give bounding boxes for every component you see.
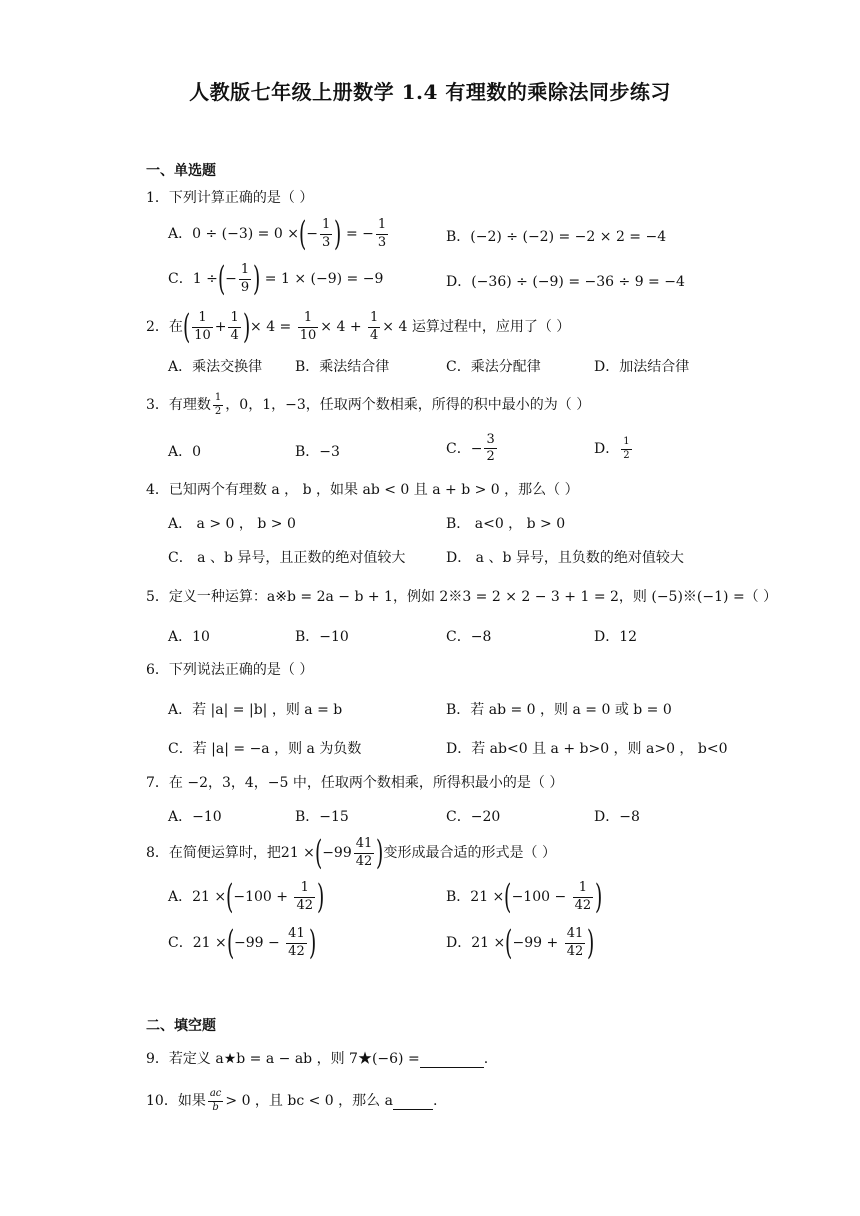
q7-option-d[interactable]: D．−8 <box>594 809 640 825</box>
question-1-stem: 1．下列计算正确的是（ ） <box>146 190 314 206</box>
question-4-stem: 4．已知两个有理数 a ， b ，如果 ab < 0 且 a + b > 0 ，那么（ ） <box>146 482 579 498</box>
q8-option-b[interactable]: B．21 ×(−100 − $\frac{1}{42}$ ) <box>446 877 603 917</box>
section-heading-single-choice: 一、单选题 <box>146 163 216 179</box>
q6-option-c[interactable]: C．若 |a| = −a ，则 a 为负数 <box>168 741 362 757</box>
q4-option-c[interactable]: C． a 、b 异号，且正数的绝对值较大 <box>168 550 406 566</box>
q2-option-b[interactable]: B．乘法结合律 <box>295 359 390 375</box>
q4-option-a[interactable]: A． a > 0 ， b > 0 <box>168 516 296 532</box>
q10-answer-blank[interactable] <box>393 1093 433 1110</box>
q5-option-b[interactable]: B．−10 <box>295 629 349 645</box>
question-3-stem: 3．有理数 $\frac{1}{2}$ ，0，1，−3，任取两个数相乘，所得的积中最小的为（ ） <box>146 392 591 417</box>
q5-option-a[interactable]: A．10 <box>168 629 210 645</box>
q1-option-a[interactable]: A．0 ÷ (−3) = 0 ×(− $\frac{1}{3}$ ) = − $\frac{1}{3}$ <box>168 214 387 254</box>
q2-option-a[interactable]: A．乘法交换律 <box>168 359 263 375</box>
q3-option-b[interactable]: B．−3 <box>295 444 340 460</box>
question-7-stem: 7．在 −2，3，4，−5 中，任取两个数相乘，所得积最小的是（ ） <box>146 775 564 791</box>
q2-option-c[interactable]: C．乘法分配律 <box>446 359 541 375</box>
q5-option-d[interactable]: D．12 <box>594 629 638 645</box>
question-8-stem: 8．在简便运算时，把21 ×(−99 $\frac{41}{42}$ )变形成最合适的形式是（ ） <box>146 833 556 873</box>
question-5-stem: 5．定义一种运算：a※b = 2a − b + 1，例如 2※3 = 2 × 2 − 3 + 1 = 2，则 (−5)※(−1) =（ ） <box>146 589 778 605</box>
q7-option-a[interactable]: A．−10 <box>168 809 222 825</box>
q6-option-a[interactable]: A．若 |a| = |b| ，则 a = b <box>168 702 343 718</box>
q6-option-b[interactable]: B．若 ab = 0 ，则 a = 0 或 b = 0 <box>446 702 672 718</box>
q7-option-c[interactable]: C．−20 <box>446 809 501 825</box>
q4-option-d[interactable]: D． a 、b 异号，且负数的绝对值较大 <box>446 550 684 566</box>
q3-option-d[interactable]: D． $\frac{1}{2}$ <box>594 436 630 461</box>
q8-option-a[interactable]: A．21 ×(−100 + $\frac{1}{42}$ ) <box>168 877 325 917</box>
q3-option-c[interactable]: C．− $\frac{3}{2}$ <box>446 432 495 465</box>
page-title: 人教版七年级上册数学 1.4 有理数的乘除法同步练习 <box>189 80 671 104</box>
section-heading-fill-in: 二、填空题 <box>146 1018 216 1034</box>
q8-option-d[interactable]: D．21 ×(−99 + $\frac{41}{42}$ ) <box>446 923 595 963</box>
q4-option-b[interactable]: B． a<0 ， b > 0 <box>446 516 566 532</box>
q7-option-b[interactable]: B．−15 <box>295 809 349 825</box>
q9-answer-blank[interactable] <box>420 1051 484 1068</box>
q1-option-d[interactable]: D．(−36) ÷ (−9) = −36 ÷ 9 = −4 <box>446 274 685 290</box>
question-9-stem: 9．若定义 a★b = a − ab ，则 7★(−6) = . <box>146 1051 489 1067</box>
question-10-stem: 10．如果 $\frac{ac}{b}$ > 0 ，且 bc < 0 ，那么 a . <box>146 1088 438 1113</box>
q1-option-b[interactable]: B．(−2) ÷ (−2) = −2 × 2 = −4 <box>446 229 667 245</box>
q6-option-d[interactable]: D．若 ab<0 且 a + b>0 ，则 a>0 ， b<0 <box>446 741 728 757</box>
q5-option-c[interactable]: C．−8 <box>446 629 492 645</box>
q2-option-d[interactable]: D．加法结合律 <box>594 359 690 375</box>
q8-option-c[interactable]: C．21 ×(−99 − $\frac{41}{42}$ ) <box>168 923 316 963</box>
q3-option-a[interactable]: A．0 <box>168 444 202 460</box>
q1-option-c[interactable]: C．1 ÷(− $\frac{1}{9}$ ) = 1 × (−9) = −9 <box>168 259 384 299</box>
question-2-stem: 2．在( $\frac{1}{10}$ + $\frac{1}{4}$ )× 4 = $\frac{1}{10}$ × 4 + $\frac{1}{4}$ × 4 运算过程中，应用了（ ） <box>146 307 571 347</box>
question-6-stem: 6．下列说法正确的是（ ） <box>146 662 314 678</box>
